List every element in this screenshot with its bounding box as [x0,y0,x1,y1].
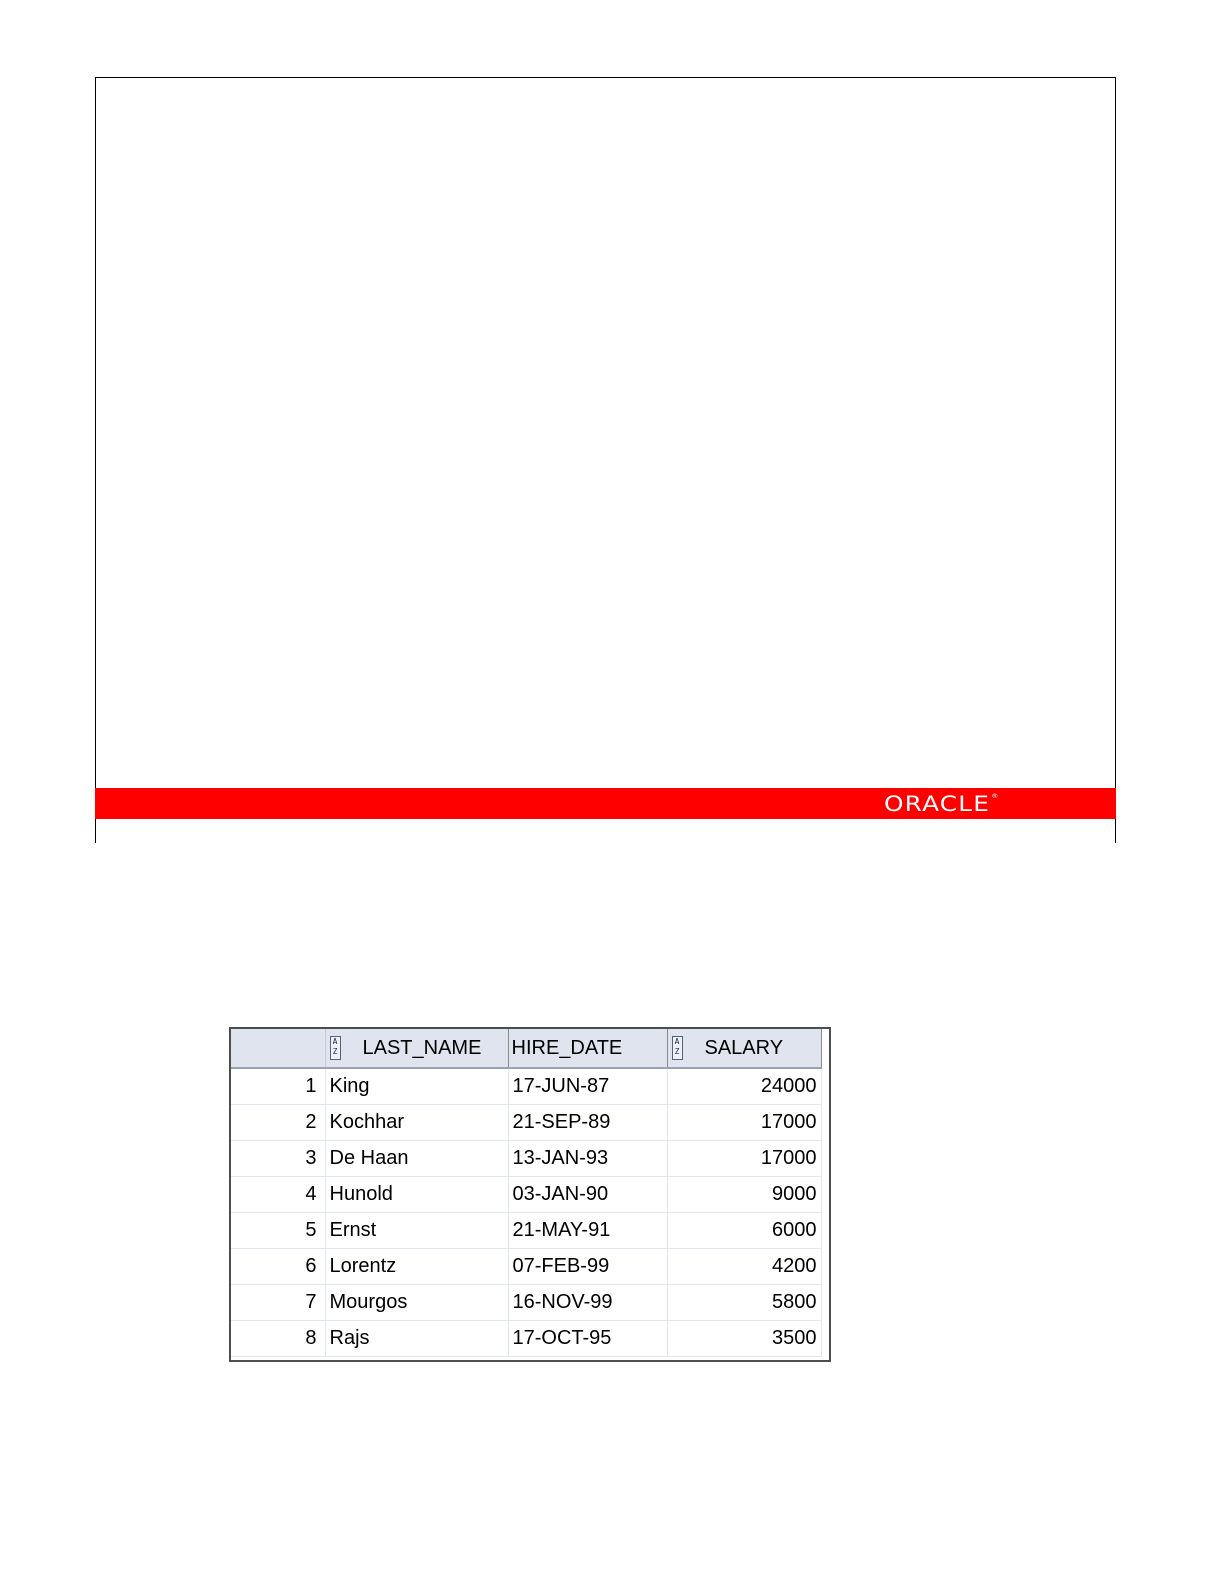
cell-salary[interactable]: 9000 [667,1177,821,1213]
cell-last-name[interactable]: Kochhar [325,1105,508,1141]
cell-hire-date[interactable]: 21-SEP-89 [508,1105,667,1141]
cell-last-name[interactable]: De Haan [325,1141,508,1177]
cell-last-name[interactable]: King [325,1068,508,1105]
table-row[interactable] [231,1213,821,1249]
cell-salary[interactable]: 5800 [667,1285,821,1321]
query-result-grid [229,1027,831,1362]
row-number: 2 [231,1105,325,1141]
table-row[interactable] [231,1285,821,1321]
table-row[interactable] [231,1105,821,1141]
oracle-logo [884,790,1000,818]
cell-salary[interactable]: 17000 [667,1141,821,1177]
table-row[interactable] [231,1249,821,1285]
cell-hire-date[interactable]: 03-JAN-90 [508,1177,667,1213]
cell-salary[interactable]: 4200 [667,1249,821,1285]
sort-az-icon[interactable]: A Z [672,1036,683,1060]
cell-salary[interactable]: 3500 [667,1321,821,1357]
column-header-label: SALARY [704,1036,784,1059]
cell-hire-date[interactable]: 17-OCT-95 [508,1321,667,1357]
slide-frame [95,77,1116,843]
table-row[interactable] [231,1177,821,1213]
cell-hire-date[interactable]: 07-FEB-99 [508,1249,667,1285]
row-number-header [231,1029,325,1068]
row-number: 8 [231,1321,325,1357]
column-header-label: LAST_NAME [362,1036,482,1059]
row-number: 4 [231,1177,325,1213]
table-row[interactable] [231,1068,821,1105]
cell-salary[interactable]: 6000 [667,1213,821,1249]
column-header-hire-date[interactable] [508,1029,667,1068]
sort-az-icon[interactable]: A Z [330,1036,341,1060]
header-row [231,1029,821,1068]
cell-salary[interactable]: 24000 [667,1068,821,1105]
cell-salary[interactable]: 17000 [667,1105,821,1141]
cell-last-name[interactable]: Ernst [325,1213,508,1249]
cell-last-name[interactable]: Mourgos [325,1285,508,1321]
column-header-last-name[interactable] [325,1029,508,1068]
cell-last-name[interactable]: Lorentz [325,1249,508,1285]
row-number: 5 [231,1213,325,1249]
registered-mark: ® [991,793,1000,800]
cell-hire-date[interactable]: 13-JAN-93 [508,1141,667,1177]
row-number: 3 [231,1141,325,1177]
cell-hire-date[interactable]: 21-MAY-91 [508,1213,667,1249]
row-number: 7 [231,1285,325,1321]
cell-last-name[interactable]: Rajs [325,1321,508,1357]
oracle-logo-text: ORACLE [884,792,991,816]
cell-hire-date[interactable]: 16-NOV-99 [508,1285,667,1321]
table-row[interactable] [231,1141,821,1177]
row-number: 1 [231,1068,325,1105]
table-row[interactable] [231,1321,821,1357]
cell-last-name[interactable]: Hunold [325,1177,508,1213]
cell-hire-date[interactable]: 17-JUN-87 [508,1068,667,1105]
result-table [231,1029,822,1357]
column-header-salary[interactable] [667,1029,821,1068]
row-number: 6 [231,1249,325,1285]
column-header-label: HIRE_DATE [511,1036,623,1059]
